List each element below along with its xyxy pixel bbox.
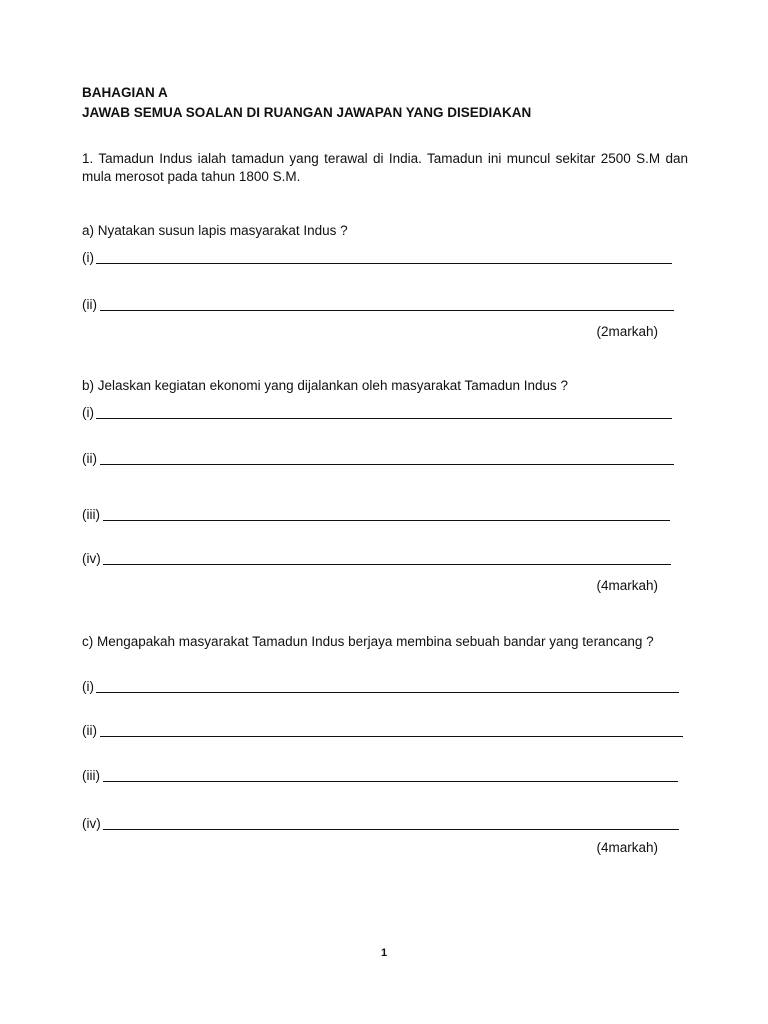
answer-label: (iv) (82, 816, 101, 831)
part-b-answer-iv[interactable] (82, 550, 671, 568)
answer-line (100, 310, 674, 311)
answer-line (100, 464, 674, 465)
part-b-answer-ii[interactable] (82, 450, 674, 468)
answer-label: (ii) (82, 297, 97, 312)
section-title: BAHAGIAN A (82, 85, 168, 100)
part-b-prompt: b) Jelaskan kegiatan ekonomi yang dijalankan oleh masyarakat Tamadun Indus ? (82, 378, 569, 393)
question-1-text: 1. Tamadun Indus ialah tamadun yang terawal di India. Tamadun ini muncul sekitar 2500 S.M dan mula merosot pada tahun 1800 S.M. (82, 151, 688, 184)
part-c-prompt: c) Mengapakah masyarakat Tamadun Indus berjaya membina sebuah bandar yang terancang ? (82, 634, 654, 649)
answer-line (103, 520, 670, 521)
answer-line (100, 736, 683, 737)
answer-line (103, 829, 679, 830)
part-b-answer-iii[interactable] (82, 506, 670, 524)
part-a-answer-i[interactable] (82, 249, 672, 267)
answer-line (96, 692, 679, 693)
part-c-answer-ii[interactable] (82, 722, 683, 740)
part-a-marks: (2markah) (596, 324, 658, 339)
part-c-answer-i[interactable] (82, 678, 679, 696)
answer-label: (ii) (82, 451, 97, 466)
part-a-answer-ii[interactable] (82, 296, 674, 314)
page-number: 1 (380, 947, 388, 959)
answer-line (103, 564, 671, 565)
answer-label: (iii) (82, 507, 100, 522)
part-b-answer-i[interactable] (82, 404, 672, 422)
part-c-marks: (4markah) (596, 840, 658, 855)
answer-line (96, 418, 672, 419)
part-b-marks: (4markah) (596, 578, 658, 593)
answer-label: (iv) (82, 551, 101, 566)
part-c-answer-iv[interactable] (82, 815, 679, 833)
part-a-prompt: a) Nyatakan susun lapis masyarakat Indus ? (82, 223, 348, 238)
answer-label: (i) (82, 250, 94, 265)
section-instruction: JAWAB SEMUA SOALAN DI RUANGAN JAWAPAN YANG DISEDIAKAN (82, 105, 532, 120)
answer-label: (iii) (82, 768, 100, 783)
answer-label: (i) (82, 405, 94, 420)
answer-line (96, 263, 672, 264)
answer-label: (i) (82, 679, 94, 694)
answer-line (103, 781, 678, 782)
answer-label: (ii) (82, 723, 97, 738)
part-c-answer-iii[interactable] (82, 767, 678, 785)
